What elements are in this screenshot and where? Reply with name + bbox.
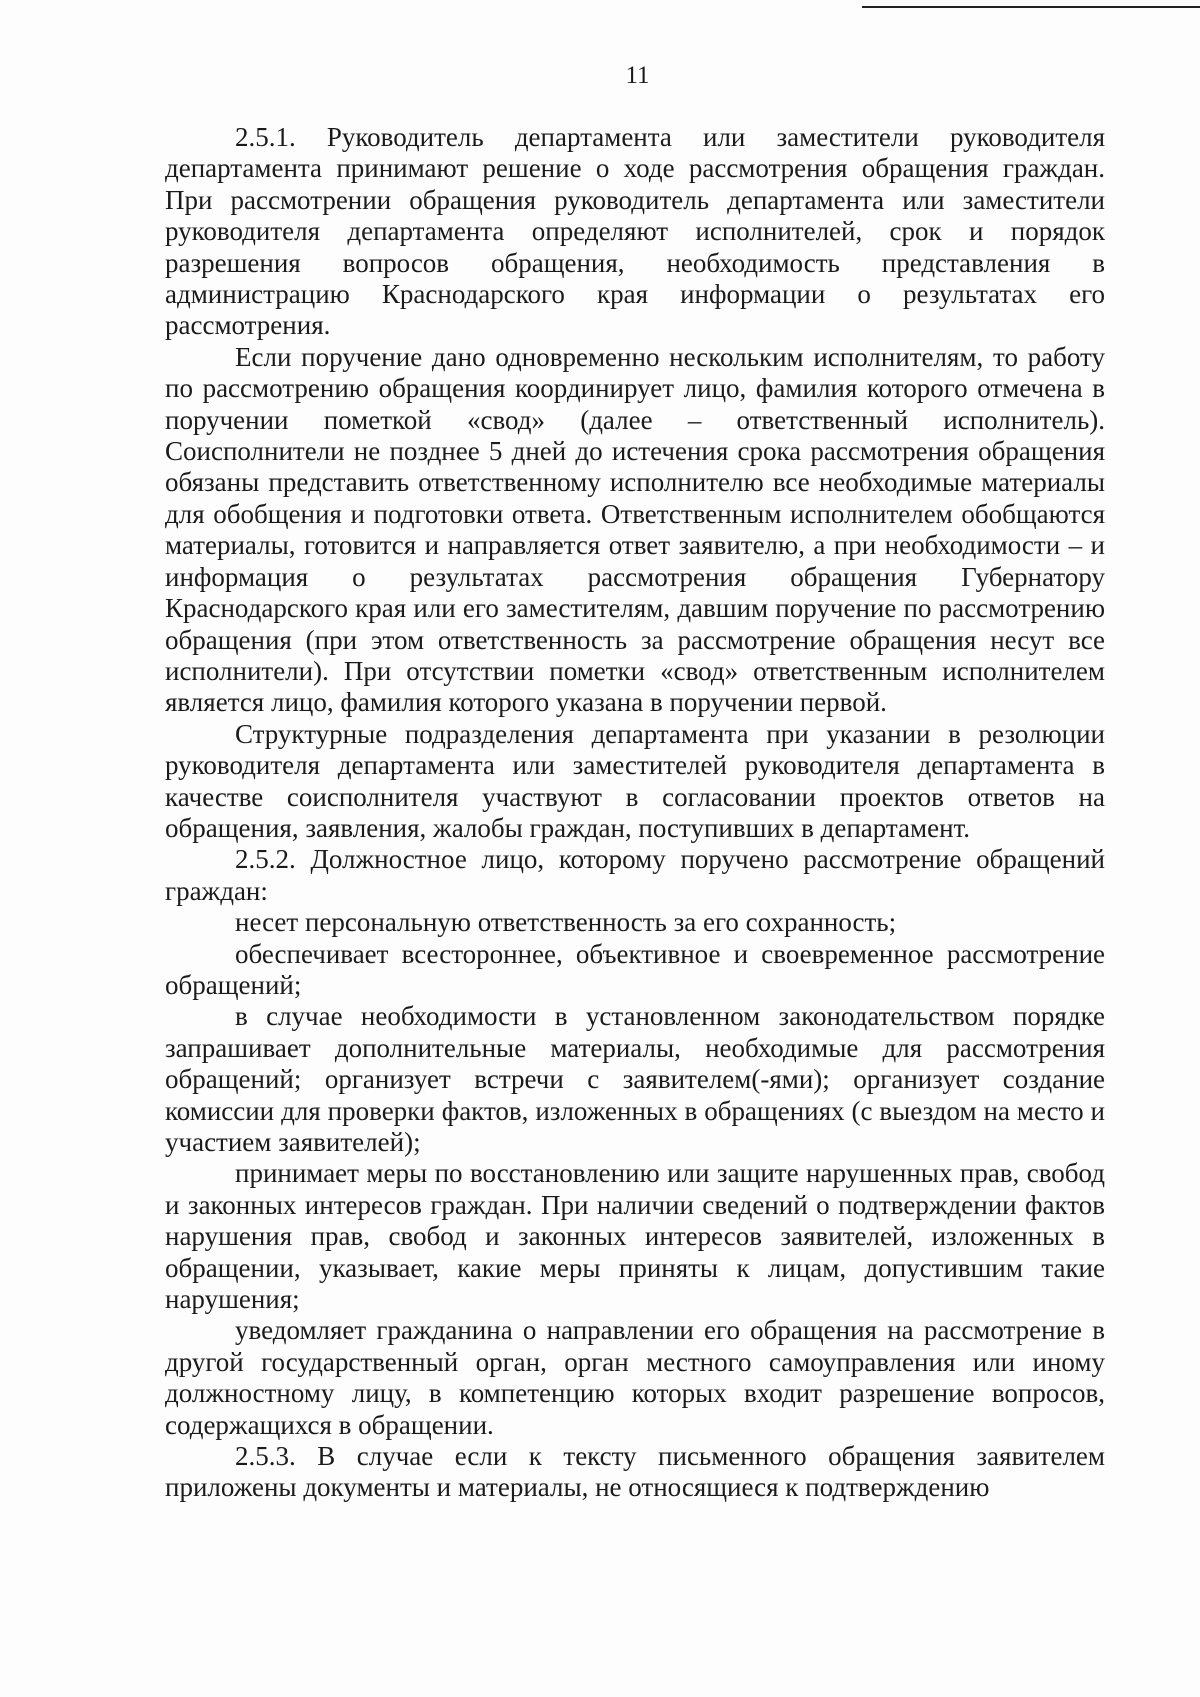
paragraph-multiple-executors: Если поручение дано одновременно нескольким исполнителям, то работу по рассмотрению обращения координирует лицо, фамилия которого отмечена в поручении пометкой «свод» (далее – ответственный исполнитель). Соисполнители не позднее 5 дней до истечения срока рассмотрения обращения обязаны представить ответственному исполнителю все необходимые материалы для обобщения и подготовки ответа. Ответственным исполнителем обобщаются материалы, готовится и направляется ответ заявителю, а при необходимости – и информация о результатах рассмотрения обращения Губернатору Краснодарского края или его заместителям, давшим поручение по рассмотрению обращения (при этом ответственность за рассмотрение обращения несут все исполнители). При отсутствии пометки «свод» ответственным исполнителем является лицо, фамилия которого указана в поручении первой.	[165, 341, 1105, 718]
page-number: 11	[625, 62, 650, 89]
document-body	[165, 122, 1105, 1504]
top-edge-rule	[862, 6, 1200, 8]
paragraph-2-5-1: 2.5.1. Руководитель департамента или заместители руководителя департамента принимают решение о ходе рассмотрения обращения граждан. При рассмотрении обращения руководитель департамента или заместители руководителя департамента определяют исполнителей, срок и порядок разрешения вопросов обращения, необходимость представления в администрацию Краснодарского края информации о результатах его рассмотрения.	[165, 122, 1105, 341]
paragraph-restores-rights: принимает меры по восстановлению или защите нарушенных прав, свобод и законных интересов граждан. При наличии сведений о подтверждении фактов нарушения прав, свобод и законных интересов заявителей, изложенных в обращении, указывает, какие меры приняты к лицам, допустившим такие нарушения;	[165, 1158, 1105, 1315]
paragraph-responsibility: несет персональную ответственность за его сохранность;	[235, 907, 897, 938]
paragraph-notifies-citizen: уведомляет гражданина о направлении его обращения на рассмотрение в другой государственный орган, орган местного самоуправления или иному должностному лицу, в компетенцию которых входит разрешение вопросов, содержащихся в обращении.	[165, 1315, 1105, 1440]
paragraph-2-5-3: 2.5.3. В случае если к тексту письменного обращения заявителем приложены документы и материалы, не относящиеся к подтверждению	[165, 1441, 1105, 1503]
paragraph-requests-materials: в случае необходимости в установленном законодательством порядке запрашивает дополнительные материалы, необходимые для рассмотрения обращений; организует встречи с заявителем(-ями); организует создание комиссии для проверки фактов, изложенных в обращениях (с выездом на место и участием заявителей);	[165, 1001, 1105, 1157]
paragraph-ensures-review: обеспечивает всестороннее, объективное и своевременное рассмотрение обращений;	[165, 938, 1105, 1000]
paragraph-structural-divisions: Структурные подразделения департамента при указании в резолюции руководителя департамента или заместителей руководителя департамента в качестве соисполнителя участвуют в согласовании проектов ответов на обращения, заявления, жалобы граждан, поступивших в департамент.	[165, 718, 1105, 843]
paragraph-2-5-2: 2.5.2. Должностное лицо, которому поручено рассмотрение обращений граждан:	[165, 844, 1105, 906]
